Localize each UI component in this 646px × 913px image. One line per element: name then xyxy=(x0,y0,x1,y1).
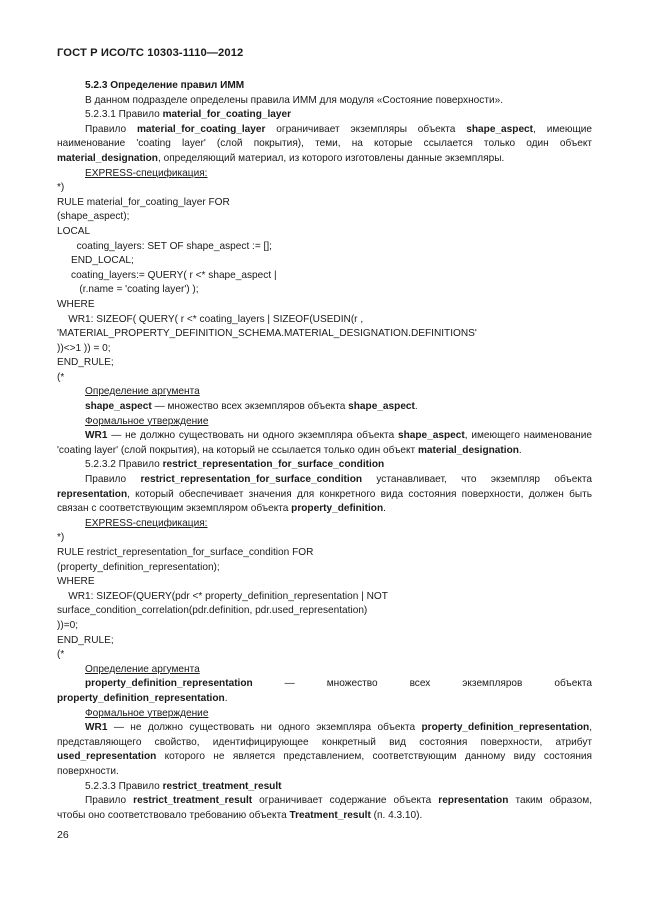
code-line: WR1: SIZEOF(QUERY(pdr <* property_definition_representation | NOT xyxy=(57,590,388,602)
document-header: ГОСТ Р ИСО/ТС 10303-1110—2012 xyxy=(57,47,244,59)
code-line: END_RULE; xyxy=(57,357,114,369)
rule2-description: Правило restrict_representation_for_surface_condition устанавливает, что экземпляр объекта representation, который обеспечивает значения для конкретного вида состояния поверхности, должен быть связан с соответствующим экземпляром объекта property_definition. xyxy=(57,474,592,515)
rule2-heading: 5.2.3.2 Правило restrict_representation_for_surface_condition xyxy=(85,459,385,471)
code-line: 'MATERIAL_PROPERTY_DEFINITION_SCHEMA.MATERIAL_DESIGNATION.DEFINITIONS' xyxy=(57,328,477,340)
code-line: END_LOCAL; xyxy=(57,255,134,267)
rule1-arg-label: Определение аргумента xyxy=(85,386,200,398)
rule1-arg-definition: shape_aspect — множество всех экземпляров объекта shape_aspect. xyxy=(85,401,418,413)
code-line: WHERE xyxy=(57,576,95,588)
rule2-express-label: EXPRESS-спецификация: xyxy=(85,517,208,529)
rule2-formal-statement: WR1 — не должно существовать ни одного экземпляра объекта property_definition_representation, представляющего свойство, идентифицирующее конкретный вид состояния поверхности, атрибут used_representation которого не является представлением, соответствующим данному виду состояния поверхности. xyxy=(57,722,592,777)
page-number: 26 xyxy=(57,829,69,841)
document-body xyxy=(57,79,592,823)
code-line: WR1: SIZEOF( QUERY( r <* coating_layers | SIZEOF(USEDIN(r , xyxy=(57,313,364,325)
code-line: (property_definition_representation); xyxy=(57,561,220,573)
rule2-formal-label: Формальное утверждение xyxy=(85,707,209,719)
code-line: (shape_aspect); xyxy=(57,211,130,223)
code-line: (* xyxy=(57,371,65,383)
code-line: (r.name = 'coating layer') ); xyxy=(57,284,199,296)
rule1-heading: 5.2.3.1 Правило material_for_coating_layer xyxy=(85,109,292,121)
code-line: RULE material_for_coating_layer FOR xyxy=(57,196,230,208)
code-line: surface_condition_correlation(pdr.definition, pdr.used_representation) xyxy=(57,605,368,617)
code-line: coating_layers:= QUERY( r <* shape_aspect | xyxy=(57,269,277,281)
rule2-express-code xyxy=(57,531,592,662)
code-line: END_RULE; xyxy=(57,634,114,646)
code-line: RULE restrict_representation_for_surface_condition FOR xyxy=(57,547,314,558)
rule1-formal-statement: WR1 — не должно существовать ни одного экземпляра объекта shape_aspect, имеющего наименование 'coating layer' (слой покрытия), на который не ссылается только один объект material_designation. xyxy=(57,430,593,456)
rule2-arg-definition: property_definition_representation — множество всех экземпляров объекта property_definition_representation. xyxy=(57,678,592,704)
rule1-express-code xyxy=(57,181,592,385)
code-line: ))=0; xyxy=(57,619,79,631)
code-line: *) xyxy=(57,182,65,194)
rule1-formal-label: Формальное утверждение xyxy=(85,415,209,427)
rule3-heading: 5.2.3.3 Правило restrict_treatment_result xyxy=(85,780,282,792)
section-title: 5.2.3 Определение правил ИММ xyxy=(85,80,245,91)
code-line: *) xyxy=(57,532,65,544)
code-line: LOCAL xyxy=(57,225,91,237)
code-line: (* xyxy=(57,649,65,661)
rule2-arg-label: Определение аргумента xyxy=(85,663,200,675)
code-line: WHERE xyxy=(57,298,95,310)
rule3-description: Правило restrict_treatment_result ограничивает содержание объекта representation таким образом, чтобы оно соответствовало требованию объекта Treatment_result (п. 4.3.10). xyxy=(57,795,593,821)
section-intro: В данном подразделе определены правила ИММ для модуля «Состояние поверхности». xyxy=(85,94,503,106)
rule1-express-label: EXPRESS-спецификация: xyxy=(85,167,208,179)
rule1-description: Правило material_for_coating_layer ограничивает экземпляры объекта shape_aspect, имеющие наименование 'coating layer' (слой покрытия), теми, на которые ссылается только один объект material_designation, определяющий материал, из которого изготовлены данные экземпляры. xyxy=(57,123,593,164)
code-line: coating_layers: SET OF shape_aspect := []; xyxy=(57,240,272,252)
code-line: ))<>1 )) = 0; xyxy=(57,342,111,354)
